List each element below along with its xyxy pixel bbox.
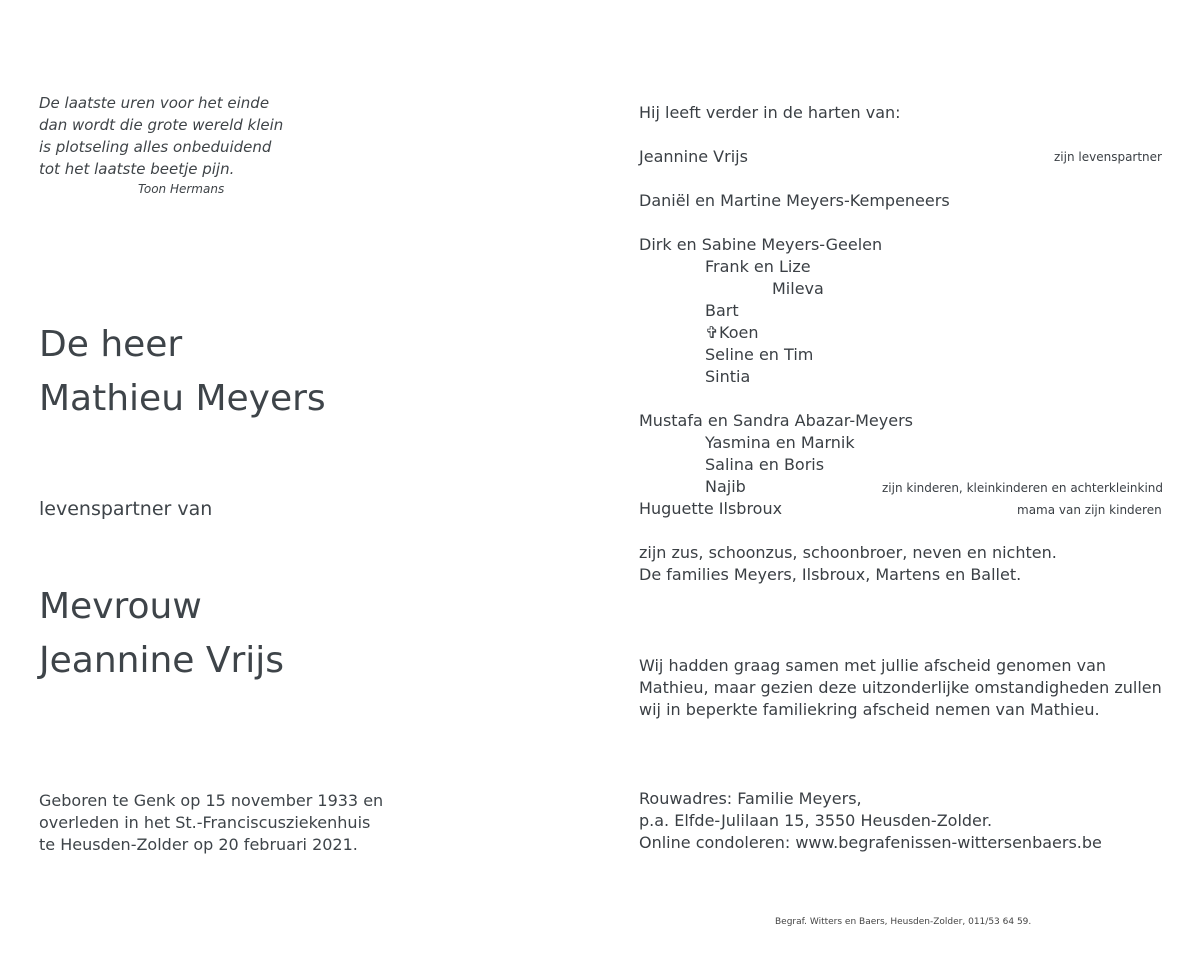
family-frank: Frank en Lize [705, 257, 811, 276]
family-dirk: Dirk en Sabine Meyers-Geelen [639, 235, 883, 254]
family-koen: Koen [719, 323, 759, 342]
family-seline: Seline en Tim [705, 345, 814, 364]
family-partner-role: zijn levenspartner [1054, 150, 1162, 164]
family-daniel: Daniël en Martine Meyers-Kempeneers [639, 191, 950, 210]
family-huguette: Huguette Ilsbroux [639, 499, 783, 518]
deceased-title: De heer [39, 324, 183, 365]
poem-author: Toon Hermans [138, 182, 225, 196]
family-families: De families Meyers, Ilsbroux, Martens en Ballet. [639, 565, 1022, 584]
family-mustafa: Mustafa en Sandra Abazar-Meyers [639, 411, 913, 430]
birth-line: te Heusden-Zolder op 20 februari 2021. [39, 835, 358, 854]
cross-icon: ✞ [705, 323, 719, 342]
address [639, 788, 1102, 854]
message [639, 655, 1162, 721]
footer-undertaker: Begraf. Witters en Baers, Heusden-Zolder, 011/53 64 59. [775, 917, 1032, 927]
partner-name: Jeannine Vrijs [39, 640, 285, 681]
poem-line: tot het laatste beetje pijn. [39, 160, 235, 178]
family-intro: Hij leeft verder in de harten van: [639, 103, 901, 122]
family-sintia: Sintia [705, 367, 751, 386]
address-line: Online condoleren: www.begrafenissen-wittersenbaers.be [639, 833, 1102, 852]
family-najib: Najib [705, 477, 746, 496]
family-salina: Salina en Boris [705, 455, 825, 474]
message-line: Wij hadden graag samen met jullie afscheid genomen van [639, 656, 1107, 675]
birth-line: overleden in het St.-Franciscusziekenhuis [39, 813, 371, 832]
partner-label: levenspartner van [39, 498, 213, 520]
message-line: Mathieu, maar gezien deze uitzonderlijke omstandigheden zullen [639, 678, 1162, 697]
family-bart: Bart [705, 301, 739, 320]
poem-line: is plotseling alles onbeduidend [39, 138, 272, 156]
poem-line: dan wordt die grote wereld klein [39, 116, 284, 134]
address-line: Rouwadres: Familie Meyers, [639, 789, 862, 808]
family-children-role: zijn kinderen, kleinkinderen en achterkleinkind [882, 481, 1164, 495]
family-yasmina: Yasmina en Marnik [705, 433, 855, 452]
family-siblings: zijn zus, schoonzus, schoonbroer, neven en nichten. [639, 543, 1057, 562]
birth-info [39, 790, 383, 856]
deceased-name: Mathieu Meyers [39, 378, 326, 419]
address-line: p.a. Elfde-Julilaan 15, 3550 Heusden-Zolder. [639, 811, 993, 830]
family-partner-name: Jeannine Vrijs [639, 147, 748, 166]
partner-title: Mevrouw [39, 586, 202, 627]
family-koen-row [705, 323, 758, 342]
family-huguette-role: mama van zijn kinderen [1017, 503, 1162, 517]
poem [39, 92, 283, 198]
poem-line: De laatste uren voor het einde [39, 94, 270, 112]
birth-line: Geboren te Genk op 15 november 1933 en [39, 791, 384, 810]
message-line: wij in beperkte familiekring afscheid nemen van Mathieu. [639, 700, 1100, 719]
family-mileva: Mileva [772, 279, 824, 298]
